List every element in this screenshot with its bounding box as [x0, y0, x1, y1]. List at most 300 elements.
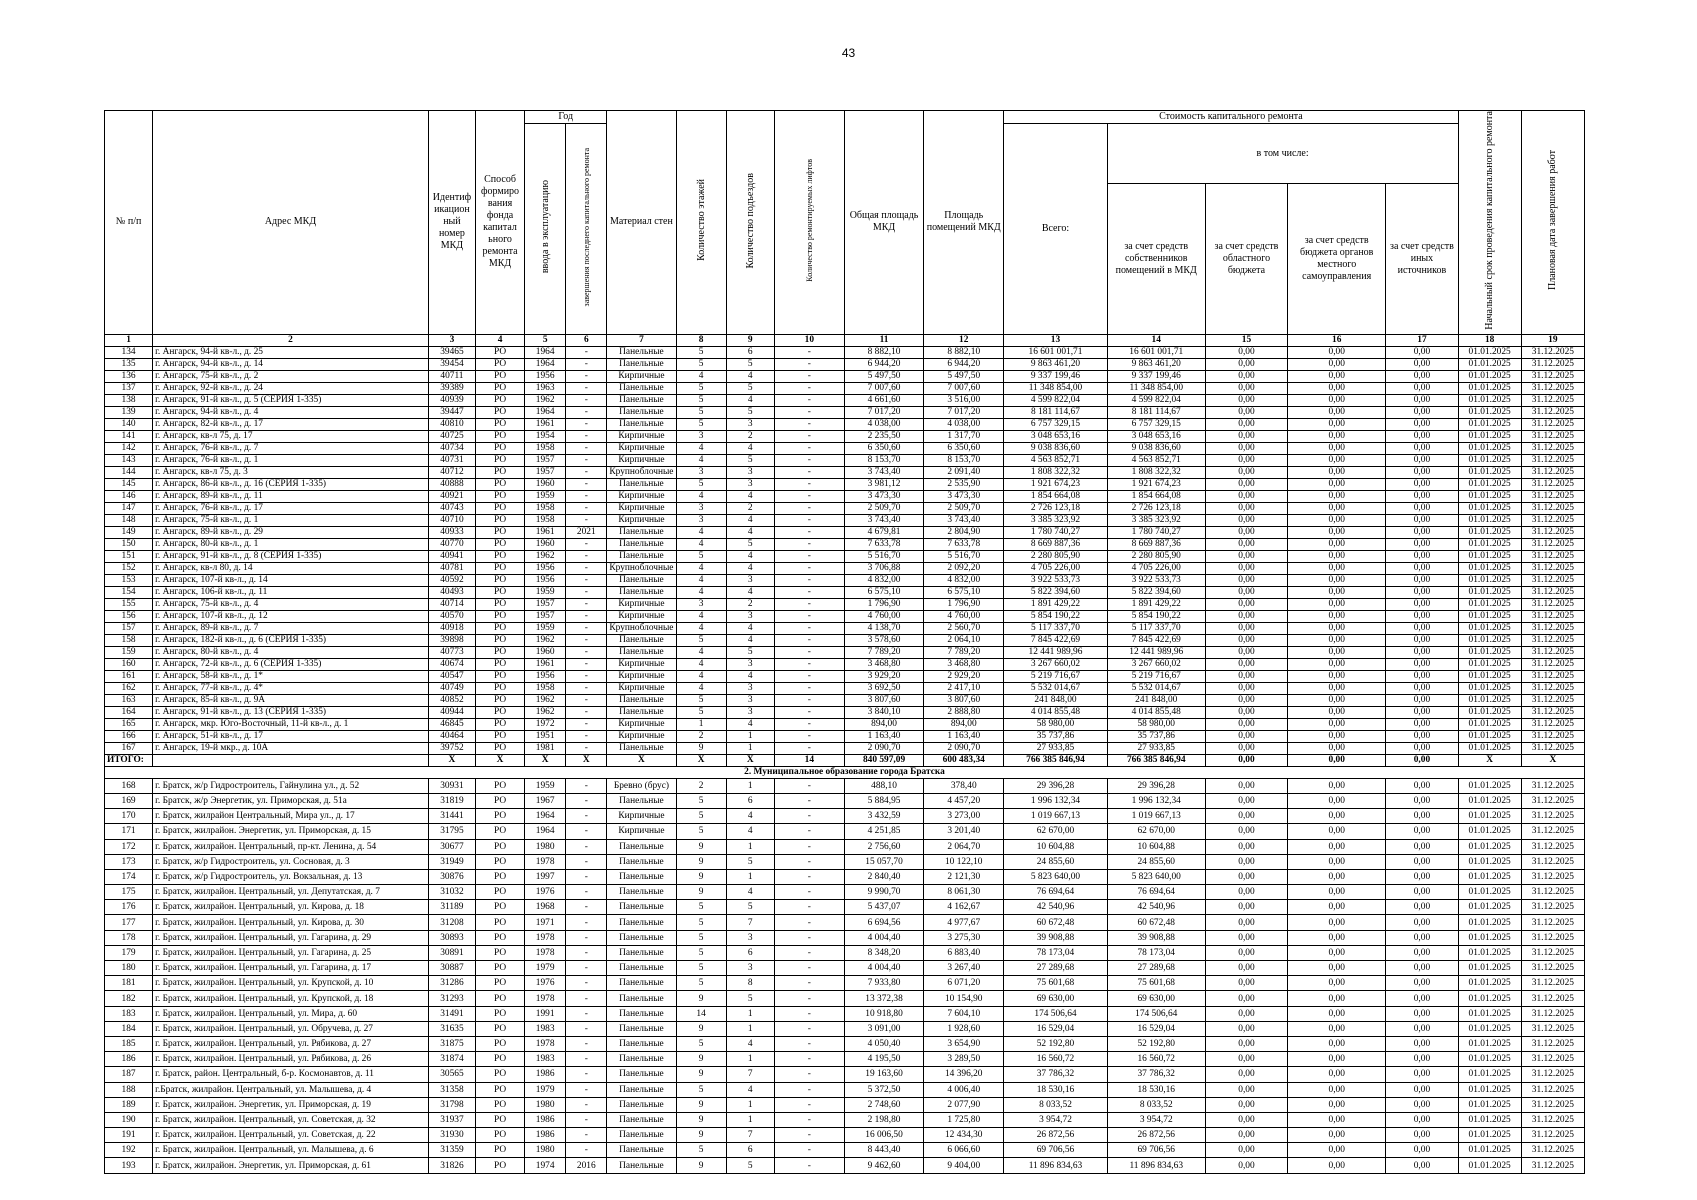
table-cell: 4	[726, 1036, 774, 1051]
table-cell: РО	[475, 900, 524, 915]
table-cell: 1	[726, 742, 774, 754]
table-cell: 69 630,00	[1107, 991, 1205, 1006]
table-cell: 0,00	[1386, 1112, 1458, 1127]
table-cell: 1954	[525, 430, 566, 442]
table-cell: 5	[676, 1036, 726, 1051]
table-cell: 4 251,85	[844, 824, 923, 839]
table-cell: 4 599 822,04	[1107, 394, 1205, 406]
table-cell: Панельные	[607, 646, 676, 658]
table-cell: Панельные	[607, 526, 676, 538]
table-cell: 6 066,60	[924, 1143, 1004, 1158]
table-cell: 5 117 337,70	[1004, 622, 1107, 634]
table-cell: 1978	[525, 991, 566, 1006]
table-cell: 4	[676, 646, 726, 658]
table-cell: 40852	[428, 694, 475, 706]
table-cell: 180	[105, 961, 153, 976]
table-cell: 0,00	[1288, 754, 1386, 766]
table-cell: 5	[676, 478, 726, 490]
table-cell: 5 219 716,67	[1004, 670, 1107, 682]
table-cell: 1979	[525, 961, 566, 976]
header-total-area: Общая площадь МКД	[844, 111, 923, 335]
table-cell: 39389	[428, 382, 475, 394]
table-cell: 0,00	[1205, 382, 1287, 394]
table-cell: -	[774, 991, 844, 1006]
table-cell: 11 896 834,63	[1004, 1158, 1107, 1173]
table-cell: 0,00	[1205, 824, 1287, 839]
table-cell: Кирпичные	[607, 682, 676, 694]
table-cell: 31358	[428, 1082, 475, 1097]
table-cell: -	[566, 793, 607, 808]
table-row	[105, 778, 1585, 793]
table-cell: -	[566, 598, 607, 610]
table-row	[105, 824, 1585, 839]
table-cell: Кирпичные	[607, 502, 676, 514]
table-cell: 0,00	[1386, 670, 1458, 682]
table-row	[105, 358, 1585, 370]
table-cell: -	[566, 574, 607, 586]
table-cell: 1957	[525, 454, 566, 466]
table-cell: Кирпичные	[607, 610, 676, 622]
header-cost-owners: за счет средств собственников помещений в МКД	[1107, 184, 1205, 334]
table-cell: 8 153,70	[924, 454, 1004, 466]
header-floors: Количество этажей	[695, 179, 707, 262]
table-cell: 2 726 123,18	[1004, 502, 1107, 514]
table-cell: Х	[428, 754, 475, 766]
table-cell: 0,00	[1386, 382, 1458, 394]
table-row	[105, 930, 1585, 945]
table-cell: г. Братск, жилрайон. Центральный, ул. Кирова, д. 18	[153, 900, 429, 915]
table-cell: г. Ангарск, 80-й кв-л., д. 1	[153, 538, 429, 550]
table-cell: 0,00	[1288, 610, 1386, 622]
table-cell: 3 267,40	[924, 961, 1004, 976]
table-cell: 2 090,70	[844, 742, 923, 754]
table-cell: 31.12.2025	[1521, 574, 1584, 586]
table-cell: 0,00	[1386, 1067, 1458, 1082]
table-cell: 01.01.2025	[1458, 406, 1521, 418]
table-cell: г. Братск, жилрайон Центральный, Мира ул., д. 17	[153, 809, 429, 824]
table-cell: 31.12.2025	[1521, 634, 1584, 646]
table-row	[105, 869, 1585, 884]
table-cell: 4	[676, 610, 726, 622]
table-cell: 0,00	[1205, 991, 1287, 1006]
table-cell: -	[774, 514, 844, 526]
table-cell: 40712	[428, 466, 475, 478]
table-cell: 0,00	[1386, 1097, 1458, 1112]
table-cell: РО	[475, 945, 524, 960]
table-cell: 01.01.2025	[1458, 646, 1521, 658]
table-cell: 27 289,68	[1004, 961, 1107, 976]
table-cell: 15 057,70	[844, 854, 923, 869]
table-cell: 31.12.2025	[1521, 915, 1584, 930]
table-row	[105, 1067, 1585, 1082]
table-cell: -	[566, 358, 607, 370]
table-cell: 75 601,68	[1107, 976, 1205, 991]
table-cell: -	[566, 1021, 607, 1036]
table-cell: 1962	[525, 706, 566, 718]
table-cell: 31.12.2025	[1521, 1158, 1584, 1173]
header-premises-area: Площадь помещений МКД	[924, 111, 1004, 335]
table-cell: -	[566, 682, 607, 694]
table-cell: 37 786,32	[1107, 1067, 1205, 1082]
table-cell: РО	[475, 430, 524, 442]
table-cell: 4	[676, 586, 726, 598]
table-cell: 6 071,20	[924, 976, 1004, 991]
table-cell: 6 694,56	[844, 915, 923, 930]
table-cell: 4	[726, 370, 774, 382]
table-cell: 4 760,00	[924, 610, 1004, 622]
table-cell: Х	[1521, 754, 1584, 766]
table-cell: 5	[676, 394, 726, 406]
table-cell: РО	[475, 394, 524, 406]
table-cell: 01.01.2025	[1458, 682, 1521, 694]
table-cell: 0,00	[1205, 430, 1287, 442]
table-cell: г. Ангарск, 76-й кв-л., д. 17	[153, 502, 429, 514]
table-cell: -	[774, 961, 844, 976]
table-cell: Х	[525, 754, 566, 766]
table-cell: 1961	[525, 526, 566, 538]
table-cell: РО	[475, 634, 524, 646]
table-row	[105, 466, 1585, 478]
table-cell: -	[774, 658, 844, 670]
table-cell: 1957	[525, 466, 566, 478]
table-cell: 1958	[525, 682, 566, 694]
table-cell: 15	[1205, 334, 1287, 346]
table-cell: -	[566, 670, 607, 682]
table-cell: 14 396,20	[924, 1067, 1004, 1082]
table-cell: 1967	[525, 793, 566, 808]
table-cell: РО	[475, 930, 524, 945]
table-cell: 378,40	[924, 778, 1004, 793]
table-cell: 31.12.2025	[1521, 598, 1584, 610]
table-cell: 4 599 822,04	[1004, 394, 1107, 406]
table-cell: 0,00	[1386, 1021, 1458, 1036]
table-cell: 0,00	[1205, 646, 1287, 658]
table-cell: 0,00	[1288, 1128, 1386, 1143]
table-cell: -	[566, 1006, 607, 1021]
table-cell: 9 038 836,60	[1107, 442, 1205, 454]
table-cell: -	[774, 730, 844, 742]
table-cell: 0,00	[1205, 778, 1287, 793]
table-cell: 31937	[428, 1112, 475, 1127]
table-cell: 31293	[428, 991, 475, 1006]
table-cell: -	[774, 694, 844, 706]
table-cell: 1962	[525, 634, 566, 646]
table-cell: 0,00	[1205, 839, 1287, 854]
table-cell: 1962	[525, 694, 566, 706]
table-cell: 0,00	[1288, 900, 1386, 915]
table-cell: 894,00	[924, 718, 1004, 730]
table-cell: РО	[475, 809, 524, 824]
table-cell: РО	[475, 418, 524, 430]
table-cell: -	[774, 622, 844, 634]
header-year-last-repair: завершения последнего капитального ремонта	[581, 147, 591, 307]
table-cell: 5	[726, 406, 774, 418]
table-cell: 5	[676, 793, 726, 808]
table-cell: 8 882,10	[924, 346, 1004, 358]
table-cell: 1997	[525, 869, 566, 884]
table-cell: 0,00	[1288, 514, 1386, 526]
table-cell: 169	[105, 793, 153, 808]
table-cell: 5 516,70	[844, 550, 923, 562]
table-cell: -	[566, 454, 607, 466]
header-start: Начальный срок проведения капитального ремонта	[1484, 111, 1496, 330]
table-cell: -	[566, 622, 607, 634]
table-cell: 5 437,07	[844, 900, 923, 915]
table-cell: 60 672,48	[1107, 915, 1205, 930]
table-cell: 5 497,50	[844, 370, 923, 382]
table-cell: г. Братск, жилрайон. Центральный, ул. Советская, д. 32	[153, 1112, 429, 1127]
table-row	[105, 976, 1585, 991]
table-cell: Кирпичные	[607, 430, 676, 442]
table-cell: -	[774, 706, 844, 718]
table-cell: 6	[726, 793, 774, 808]
table-cell: -	[774, 490, 844, 502]
table-cell: 69 706,56	[1107, 1143, 1205, 1158]
table-row	[105, 574, 1585, 586]
table-cell: 4	[676, 442, 726, 454]
table-cell: 1 163,40	[844, 730, 923, 742]
table-cell: 8 033,52	[1004, 1097, 1107, 1112]
table-cell: 18	[1458, 334, 1521, 346]
table-cell: 6 944,20	[844, 358, 923, 370]
table-cell: 766 385 846,94	[1107, 754, 1205, 766]
table-cell: 154	[105, 586, 153, 598]
table-cell: РО	[475, 854, 524, 869]
table-cell: 31930	[428, 1128, 475, 1143]
table-cell: 1974	[525, 1158, 566, 1173]
table-cell: 7 845 422,69	[1107, 634, 1205, 646]
table-cell: 2	[726, 598, 774, 610]
table-cell: г. Ангарск, 94-й кв-л., д. 14	[153, 358, 429, 370]
table-cell: 4 760,00	[844, 610, 923, 622]
table-cell: 01.01.2025	[1458, 658, 1521, 670]
table-cell: 4	[676, 370, 726, 382]
table-cell: РО	[475, 1067, 524, 1082]
table-cell: г. Братск, жилрайон. Энергетик, ул. Приморская, д. 19	[153, 1097, 429, 1112]
table-cell: 5	[726, 382, 774, 394]
table-cell: 5	[676, 915, 726, 930]
header-address: Адрес МКД	[153, 111, 429, 335]
table-cell: 0,00	[1386, 622, 1458, 634]
table-cell: 3	[428, 334, 475, 346]
table-cell: 7	[726, 915, 774, 930]
table-cell: 01.01.2025	[1458, 550, 1521, 562]
table-cell: Панельные	[607, 793, 676, 808]
table-cell: 4 832,00	[924, 574, 1004, 586]
table-cell: 01.01.2025	[1458, 394, 1521, 406]
table-cell: 145	[105, 478, 153, 490]
table-cell: 31.12.2025	[1521, 394, 1584, 406]
table-row	[105, 1128, 1585, 1143]
table-cell: 42 540,96	[1107, 900, 1205, 915]
table-cell: г. Братск, ж/р Гидростроитель, ул. Сосновая, д. 3	[153, 854, 429, 869]
table-cell: -	[774, 1052, 844, 1067]
table-cell: 01.01.2025	[1458, 502, 1521, 514]
table-cell: РО	[475, 1128, 524, 1143]
table-cell: 5 884,95	[844, 793, 923, 808]
table-cell: 01.01.2025	[1458, 538, 1521, 550]
table-cell: 39 908,88	[1107, 930, 1205, 945]
table-cell: 01.01.2025	[1458, 793, 1521, 808]
table-cell: 0,00	[1288, 454, 1386, 466]
table-cell: 3 807,60	[844, 694, 923, 706]
table-cell: 135	[105, 358, 153, 370]
table-cell: 10 604,88	[1004, 839, 1107, 854]
table-cell: 0,00	[1205, 1097, 1287, 1112]
table-row	[105, 742, 1585, 754]
table-cell: 0,00	[1288, 793, 1386, 808]
table-cell: -	[774, 382, 844, 394]
table-cell: 24 855,60	[1107, 854, 1205, 869]
table-cell: 0,00	[1386, 610, 1458, 622]
table-cell: Панельные	[607, 900, 676, 915]
table-cell: 2 121,30	[924, 869, 1004, 884]
table-cell: 0,00	[1386, 718, 1458, 730]
table-cell: РО	[475, 574, 524, 586]
table-cell: 01.01.2025	[1458, 824, 1521, 839]
table-cell: 3 385 323,92	[1004, 514, 1107, 526]
table-cell: Кирпичные	[607, 442, 676, 454]
table-cell: 9 462,60	[844, 1158, 923, 1173]
table-cell: -	[774, 1067, 844, 1082]
table-cell: 1 891 429,22	[1107, 598, 1205, 610]
table-cell: 3 922 533,73	[1107, 574, 1205, 586]
table-cell: 4	[726, 550, 774, 562]
table-cell: РО	[475, 442, 524, 454]
table-cell: 31.12.2025	[1521, 490, 1584, 502]
table-cell: Крупноблочные	[607, 466, 676, 478]
table-cell: 31.12.2025	[1521, 1052, 1584, 1067]
table-cell: 10 154,90	[924, 991, 1004, 1006]
table-body	[105, 334, 1585, 1173]
table-row	[105, 658, 1585, 670]
table-cell: 0,00	[1205, 586, 1287, 598]
table-cell: 0,00	[1288, 682, 1386, 694]
table-cell: г. Ангарск, 75-й кв-л., д. 1	[153, 514, 429, 526]
table-cell: 2 235,50	[844, 430, 923, 442]
table-cell: 31819	[428, 793, 475, 808]
table-cell: -	[566, 706, 607, 718]
table-cell: 9	[676, 854, 726, 869]
table-cell: 0,00	[1288, 670, 1386, 682]
table-cell: 31.12.2025	[1521, 502, 1584, 514]
table-cell: 4	[726, 442, 774, 454]
table-cell: РО	[475, 490, 524, 502]
table-cell: 4	[726, 562, 774, 574]
table-cell: 31.12.2025	[1521, 346, 1584, 358]
table-cell: 31.12.2025	[1521, 358, 1584, 370]
table-cell: 178	[105, 930, 153, 945]
table-cell: 1960	[525, 646, 566, 658]
table-cell: 1962	[525, 550, 566, 562]
table-cell: 182	[105, 991, 153, 1006]
table-cell: 7 789,20	[924, 646, 1004, 658]
table-cell: 1 796,90	[924, 598, 1004, 610]
table-row	[105, 682, 1585, 694]
table-cell: 31.12.2025	[1521, 646, 1584, 658]
table-cell: 0,00	[1205, 514, 1287, 526]
table-cell: 4 563 852,71	[1107, 454, 1205, 466]
table-cell: 01.01.2025	[1458, 718, 1521, 730]
table-cell: Панельные	[607, 991, 676, 1006]
table-cell: 4	[726, 885, 774, 900]
table-cell: 4	[676, 526, 726, 538]
table-cell: 241 848,00	[1004, 694, 1107, 706]
table-cell: 1983	[525, 1021, 566, 1036]
table-cell: 3 468,80	[924, 658, 1004, 670]
table-cell: 1964	[525, 406, 566, 418]
table-cell: 3	[726, 961, 774, 976]
table-cell: 16 529,04	[1004, 1021, 1107, 1036]
table-cell: 01.01.2025	[1458, 945, 1521, 960]
table-cell: 3	[676, 514, 726, 526]
table-cell: 1	[726, 730, 774, 742]
table-cell: 1958	[525, 502, 566, 514]
table-cell: 1957	[525, 610, 566, 622]
table-cell: 6 883,40	[924, 945, 1004, 960]
table-cell: 10 604,88	[1107, 839, 1205, 854]
table-cell: 78 173,04	[1107, 945, 1205, 960]
table-cell: -	[774, 670, 844, 682]
table-cell: 17	[1386, 334, 1458, 346]
table-cell: Кирпичные	[607, 718, 676, 730]
table-cell: 160	[105, 658, 153, 670]
table-cell: 5 823 640,00	[1107, 869, 1205, 884]
table-row	[105, 418, 1585, 430]
table-cell: -	[774, 358, 844, 370]
table-cell: 11 896 834,63	[1107, 1158, 1205, 1173]
table-cell: -	[566, 961, 607, 976]
table-cell: 30565	[428, 1067, 475, 1082]
table-cell: 0,00	[1288, 574, 1386, 586]
table-cell: 5	[676, 358, 726, 370]
table-cell: 3 048 653,16	[1004, 430, 1107, 442]
table-row	[105, 550, 1585, 562]
table-cell: 0,00	[1205, 945, 1287, 960]
table-row	[105, 718, 1585, 730]
table-cell: Панельные	[607, 1021, 676, 1036]
table-cell: 2 726 123,18	[1107, 502, 1205, 514]
capital-repair-table	[104, 110, 1585, 1174]
table-cell: 01.01.2025	[1458, 930, 1521, 945]
table-cell: 187	[105, 1067, 153, 1082]
table-cell: 0,00	[1205, 754, 1287, 766]
table-cell: РО	[475, 976, 524, 991]
table-cell: 1 854 664,08	[1004, 490, 1107, 502]
table-cell: -	[566, 394, 607, 406]
table-cell: 31.12.2025	[1521, 538, 1584, 550]
table-cell: -	[566, 991, 607, 1006]
table-cell: 4 050,40	[844, 1036, 923, 1051]
table-cell: 0,00	[1386, 358, 1458, 370]
table-cell: 31.12.2025	[1521, 526, 1584, 538]
table-cell: ИТОГО:	[105, 754, 153, 766]
table-cell: 1986	[525, 1112, 566, 1127]
table-cell: -	[774, 930, 844, 945]
table-cell: 0,00	[1288, 562, 1386, 574]
table-cell: 189	[105, 1097, 153, 1112]
table-cell: -	[566, 718, 607, 730]
table-cell: 1964	[525, 809, 566, 824]
table-cell: 7 017,20	[844, 406, 923, 418]
table-cell: 0,00	[1386, 538, 1458, 550]
table-cell: 0,00	[1386, 454, 1458, 466]
table-cell: 69 630,00	[1004, 991, 1107, 1006]
table-cell: РО	[475, 961, 524, 976]
table-cell: 4	[726, 718, 774, 730]
table-cell: 12 434,30	[924, 1128, 1004, 1143]
table-cell: г. Ангарск, 94-й кв-л., д. 4	[153, 406, 429, 418]
